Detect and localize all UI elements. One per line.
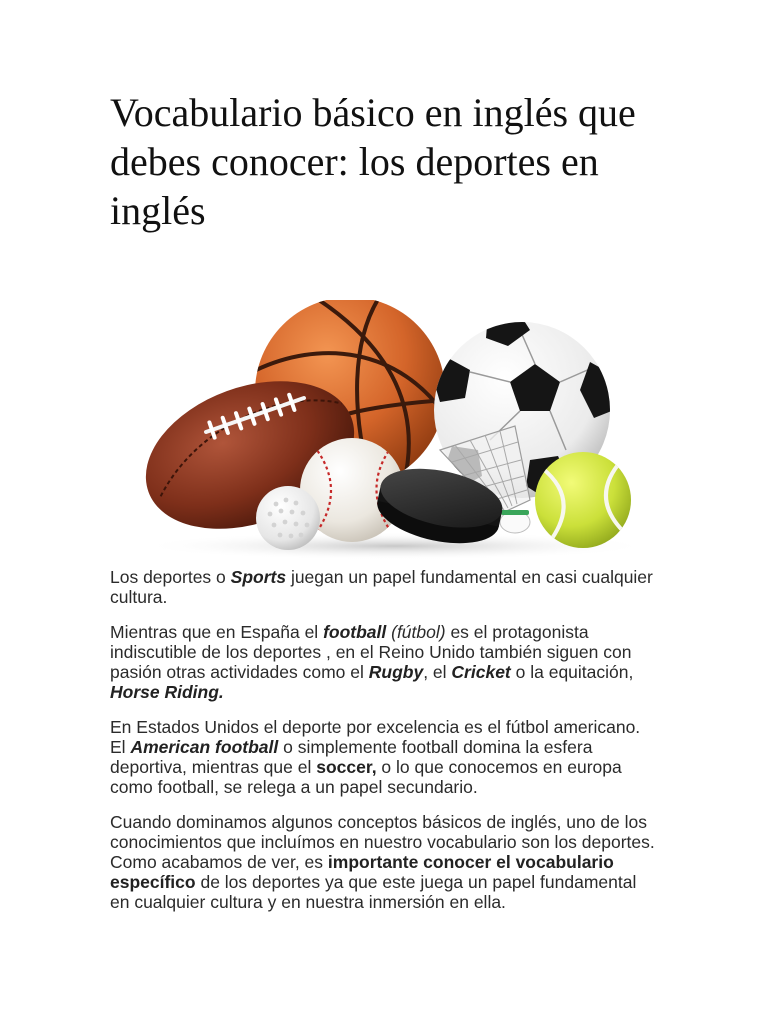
dimple	[301, 511, 306, 516]
term-sports: Sports	[230, 567, 287, 587]
dimple	[272, 523, 277, 528]
paragraph-text: de los deportes ya que este juega un papel fundamental en cualquier cultura y en nuestra inmersión en ella.	[110, 872, 637, 912]
dimple	[278, 533, 283, 538]
paragraph-text: o la equitación,	[510, 662, 634, 682]
term-cricket: Cricket	[451, 662, 511, 682]
sports-balls-svg	[0, 300, 768, 565]
document-title: Vocabulario básico en inglés que debes conocer: los deportes en inglés	[110, 90, 636, 233]
golf-ball-icon	[256, 486, 320, 550]
shuttlecock-band	[501, 510, 529, 515]
dimple	[289, 534, 294, 539]
sports-balls-illustration	[0, 300, 768, 565]
term-soccer: soccer,	[316, 757, 377, 777]
dimple	[268, 512, 273, 517]
dimple	[284, 498, 289, 503]
paragraph-text: Los deportes o	[110, 567, 231, 587]
tennis-ball-icon	[535, 452, 631, 548]
dimple	[299, 533, 304, 538]
paragraph-text: Mientras que en España el	[110, 622, 324, 642]
dimple	[305, 523, 310, 528]
paragraph-text: es el protagonista indiscutible de los deportes , en el Reino Unido también siguen con pasión otras actividades como el	[110, 622, 632, 682]
paragraph-vocabulary	[110, 812, 660, 912]
term-futbol-translation: (fútbol)	[386, 622, 446, 642]
dimple	[279, 509, 284, 514]
document-body	[110, 567, 660, 927]
dimple	[274, 502, 279, 507]
term-football: football	[323, 622, 387, 642]
paragraph-spain-uk	[110, 622, 660, 702]
paragraph-text: , el	[423, 662, 452, 682]
paragraph-usa	[110, 717, 660, 797]
term-rugby: Rugby	[368, 662, 424, 682]
paragraph-text: o lo que conocemos en europa como football, se relega a un papel secundario.	[110, 757, 622, 797]
paragraph-sports-intro	[110, 567, 660, 607]
emphasis-important-vocabulary: importante conocer el vocabulario específico	[110, 852, 614, 892]
term-american-football: American football	[130, 737, 279, 757]
dimple	[294, 501, 299, 506]
paragraph-text: Cuando dominamos algunos conceptos básicos de inglés, uno de los conocimientos que incluímos en nuestro vocabulario son los deportes. Como acabamos de ver, es	[110, 812, 655, 872]
term-horse-riding: Horse Riding.	[110, 682, 224, 702]
golf-ball-body	[256, 486, 320, 550]
dimple	[290, 510, 295, 515]
paragraph-text: En Estados Unidos el deporte por excelencia es el fútbol americano. El	[110, 717, 641, 757]
paragraph-text: juegan un papel fundamental en casi cualquier cultura.	[110, 567, 653, 607]
paragraph-text: o simplemente football domina la esfera deportiva, mientras que el	[110, 737, 593, 777]
dimple	[294, 522, 299, 527]
dimple	[283, 520, 288, 525]
